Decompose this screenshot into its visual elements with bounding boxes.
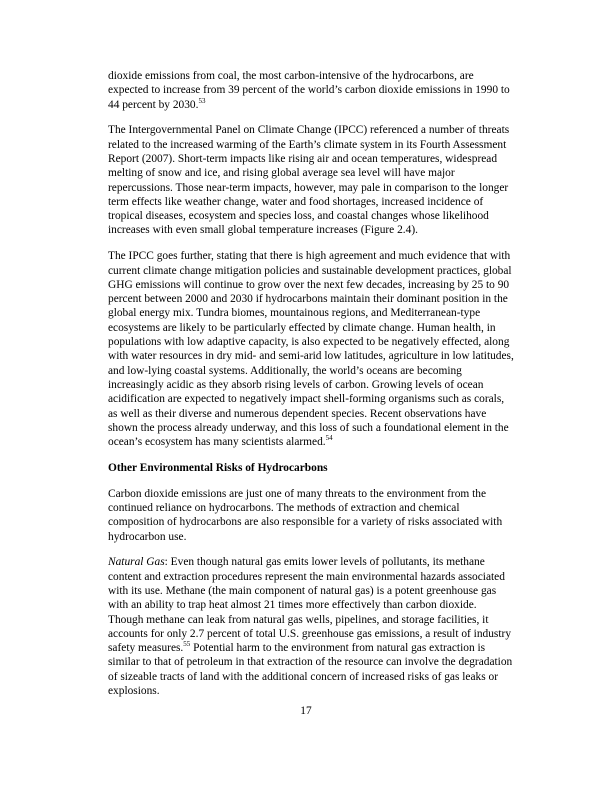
paragraph-ipcc-threats — [108, 123, 514, 237]
page-body — [108, 69, 514, 710]
paragraph-text-continued: Potential harm to the environment from natural gas extraction is similar to that of petroleum in that extraction of the resource can involve the degradation of sizeable tracts of land with the additional concern of increased risks of gas leaks or explosions. — [108, 642, 513, 698]
footnote-marker-53: 53 — [198, 96, 206, 105]
page-number: 17 — [300, 705, 312, 717]
paragraph-text: Carbon dioxide emissions are just one of many threats to the environment from the continued reliance on hydrocarbons. The methods of extraction and chemical composition of hydrocarbons are also responsible for a variety of risks associated with hydrocarbon use. — [108, 487, 503, 543]
paragraph-ipcc-further — [108, 249, 514, 449]
paragraph-text: dioxide emissions from coal, the most carbon-intensive of the hydrocarbons, are expected to increase from 39 percent of the world’s carbon dioxide emissions in 1990 to 44 percent by 2030. — [108, 70, 510, 111]
footnote-marker-55: 55 — [183, 640, 191, 649]
footnote-marker-54: 54 — [325, 434, 333, 443]
natural-gas-label: Natural Gas — [108, 556, 165, 569]
paragraph-text: The Intergovernmental Panel on Climate Change (IPCC) referenced a number of threats related to the increased warming of the Earth’s climate system in its Fourth Assessment Report (2007). Short-term impacts like rising air and ocean temperatures, widespread melting of snow and ice, and rising global average sea level will have major repercussions. Those near-term impacts, however, may pale in comparison to the longer term effects like weather change, water and food shortages, increased incidence of tropical diseases, ecosystem and species loss, and coastal changes whose likelihood increases with even small global temperature increases (Figure 2.4). — [108, 124, 510, 237]
paragraph-coal-emissions — [108, 69, 514, 112]
paragraph-text: : Even though natural gas emits lower levels of pollutants, its methane content and extraction procedures represent the main environmental hazards associated with its use. Methane (the main component of natural gas) is a potent greenhouse gas with an ability to trap heat almost 21 times more effectively than carbon dioxide. Though methane can leak from natural gas wells, pipelines, and storage facilities, it accounts for only 2.7 percent of total U.S. greenhouse gas emissions, a result of industry safety measures. — [108, 556, 512, 655]
paragraph-other-risks — [108, 487, 514, 544]
paragraph-natural-gas — [108, 555, 514, 698]
section-heading: Other Environmental Risks of Hydrocarbons — [108, 461, 328, 474]
paragraph-text: The IPCC goes further, stating that there is high agreement and much evidence that with current climate change mitigation policies and sustainable development practices, global GHG emissions will continue to grow over the next few decades, increasing by 25 to 90 percent between 2000 and 2030 if hydrocarbons maintain their dominant position in the global energy mix. Tundra biomes, mountainous regions, and Mediterranean-type ecosystems are likely to be particularly effected by climate change. Human health, in populations with low adaptive capacity, is also expected to be negatively effected, along with water resources in dry mid- and semi-arid low latitudes, agriculture in low latitudes, and low-lying coastal systems. Additionally, the world’s oceans are becoming increasingly acidic as they absorb rising levels of carbon. Growing levels of ocean acidification are expected to negatively impact shell-forming organisms such as corals, as well as their diverse and numerous dependent species. Recent observations have shown the process already underway, and this loss of such a foundational element in the ocean’s ecosystem has many scientists alarmed. — [108, 250, 514, 449]
